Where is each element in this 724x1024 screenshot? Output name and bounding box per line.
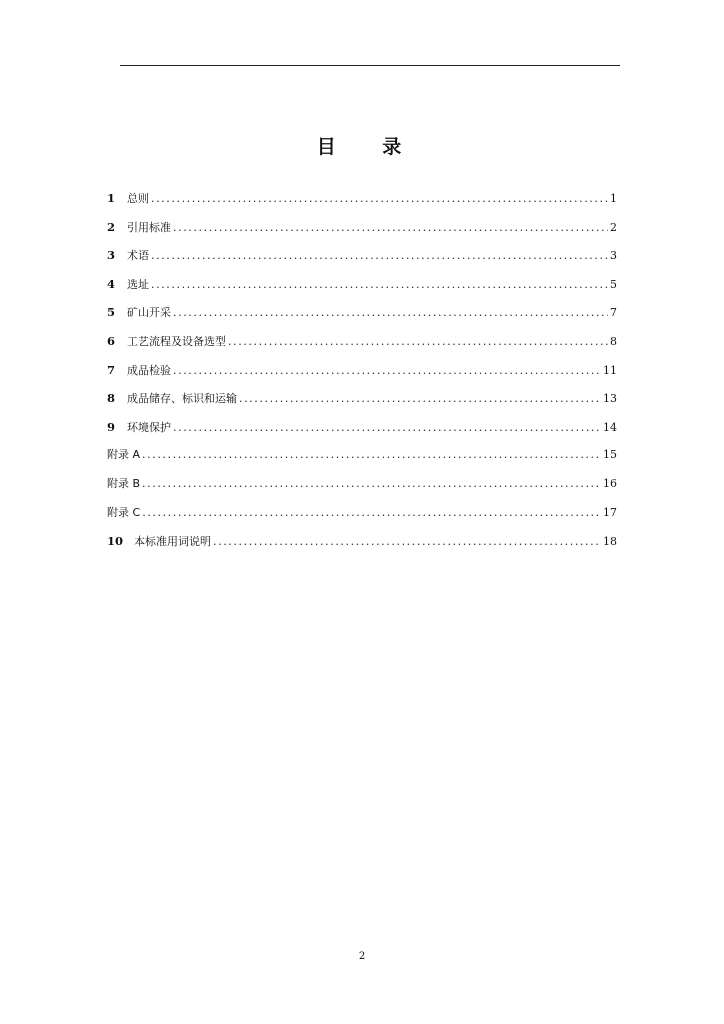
toc-page-number: 15: [603, 448, 617, 462]
page-number: 2: [358, 951, 366, 962]
toc-page-number: 5: [610, 277, 617, 291]
toc-label: 引用标准: [127, 220, 171, 234]
toc-page-number: 1: [610, 192, 617, 205]
toc-entry-2[interactable]: [107, 217, 617, 246]
toc-label: 总则: [127, 192, 149, 205]
toc-number: 4: [107, 276, 116, 291]
toc-page-number: 17: [603, 505, 617, 519]
toc-number: 6: [107, 333, 116, 348]
toc-number: 1: [107, 191, 116, 205]
toc-leader-dots: [239, 389, 601, 409]
toc-leader-dots: [173, 418, 601, 438]
toc-page-number: 3: [610, 249, 617, 263]
toc-number: 10: [107, 534, 124, 549]
toc-leader-dots: [142, 474, 601, 494]
toc-label: 本标准用词说明: [134, 535, 211, 549]
table-of-contents: [107, 188, 617, 560]
toc-number: 5: [107, 305, 116, 320]
toc-page-number: 2: [610, 220, 617, 234]
toc-leader-dots: [151, 246, 608, 266]
toc-leader-dots: [142, 445, 601, 465]
toc-label: 环境保护: [127, 420, 171, 434]
toc-label: 附录 B: [107, 476, 141, 490]
toc-leader-dots: [228, 332, 608, 352]
toc-entry-appendix-b[interactable]: [107, 474, 617, 503]
toc-leader-dots: [173, 303, 608, 323]
toc-number: 3: [107, 248, 116, 263]
toc-label: 矿山开采: [127, 306, 171, 320]
toc-entry-5[interactable]: [107, 302, 617, 331]
toc-entry-10[interactable]: [107, 531, 617, 560]
toc-page-number: 7: [610, 306, 617, 320]
toc-entry-appendix-a[interactable]: [107, 445, 617, 474]
toc-entry-3[interactable]: [107, 245, 617, 274]
toc-label: 附录 A: [107, 448, 141, 462]
toc-entry-1[interactable]: [107, 188, 617, 217]
toc-label: 术语: [127, 249, 149, 263]
toc-entry-appendix-c[interactable]: [107, 503, 617, 532]
toc-page-number: 16: [603, 476, 617, 490]
toc-leader-dots: [173, 361, 601, 381]
toc-entry-9[interactable]: [107, 417, 617, 446]
toc-leader-dots: [173, 218, 608, 238]
header-rule: [120, 65, 620, 66]
toc-number: 7: [107, 362, 116, 377]
toc-number: 8: [107, 391, 116, 406]
toc-label: 附录 C: [107, 505, 141, 519]
toc-leader-dots: [151, 275, 608, 295]
toc-leader-dots: [142, 503, 601, 523]
toc-number: 9: [107, 419, 116, 434]
toc-entry-4[interactable]: [107, 274, 617, 303]
toc-page-number: 18: [603, 535, 617, 549]
toc-entry-8[interactable]: [107, 388, 617, 417]
toc-page-number: 11: [603, 363, 617, 377]
toc-label: 成品检验: [127, 363, 171, 377]
toc-page-number: 14: [603, 420, 617, 434]
toc-entry-7[interactable]: [107, 360, 617, 389]
toc-label: 成品储存、标识和运输: [127, 392, 237, 406]
toc-label: 工艺流程及设备选型: [127, 334, 226, 348]
toc-label: 选址: [127, 277, 149, 291]
toc-page-number: 8: [610, 334, 617, 348]
page-title: 目 录: [316, 136, 422, 158]
toc-leader-dots: [213, 532, 601, 552]
toc-entry-6[interactable]: [107, 331, 617, 360]
toc-page-number: 13: [603, 392, 617, 406]
toc-number: 2: [107, 219, 116, 234]
toc-leader-dots: [151, 189, 608, 209]
